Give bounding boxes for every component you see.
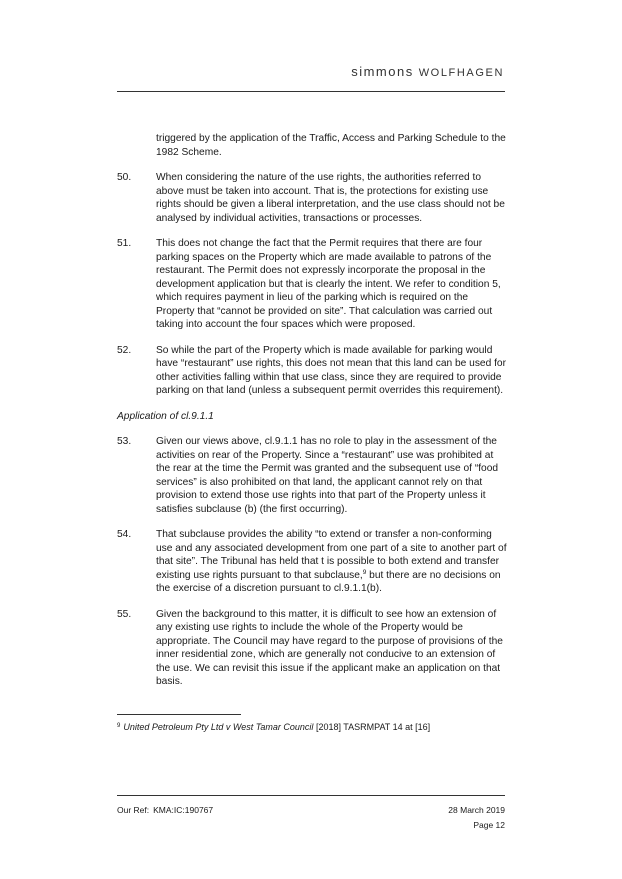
paragraph-52 bbox=[117, 344, 507, 398]
footer-date: 28 March 2019 bbox=[448, 805, 505, 815]
footnote-divider bbox=[117, 714, 241, 715]
paragraph-text: Given our views above, cl.9.1.1 has no role to play in the assessment of the activities on rear of the Property. Since a “restaurant” use was prohibited at the rear at the time the Permit was granted and the subsequent use of “food services” is also prohibited on that land, the applicant cannot rely on that provision to extend those use rights into that part of the Property unless it satisfies subclause (b) (the first occurring). bbox=[156, 436, 499, 515]
paragraph-number: 55. bbox=[117, 608, 132, 620]
paragraph-text-before: That subclause provides the ability “to extend or transfer a non-conforming use and any associated development from one part of a site to another part of that site”. The Tribunal has held that t is possible to both extend and transfer existing use rights pursuant to that subclause, bbox=[156, 529, 507, 581]
paragraph-number: 53. bbox=[117, 436, 132, 447]
footer-divider bbox=[117, 795, 505, 796]
paragraph-number: 51. bbox=[117, 238, 132, 249]
header-divider bbox=[117, 91, 505, 92]
paragraph-number: 54. bbox=[117, 529, 132, 540]
paragraph-number: 52. bbox=[117, 344, 132, 356]
paragraph-53 bbox=[117, 435, 507, 516]
continuation-paragraph: triggered by the application of the Traffic, Access and Parking Schedule to the 1982 Scheme. bbox=[156, 133, 506, 158]
paragraph-text: So while the part of the Property which is made available for parking would have “restaurant” use rights, this does not mean that this land can be used for other activities falling within that use class, since they are required to provide parking on that land (unless a subsequent permit overrides this requirement). bbox=[156, 344, 506, 396]
logo-second-word: WOLFHAGEN bbox=[418, 67, 504, 79]
paragraph-number: 50. bbox=[117, 172, 132, 183]
paragraph-54 bbox=[117, 528, 507, 596]
footnote bbox=[117, 721, 507, 733]
reference-value: KMA:IC:190767 bbox=[153, 805, 214, 815]
paragraph-55 bbox=[117, 608, 507, 689]
section-subheading: Application of cl.9.1.1 bbox=[117, 410, 214, 422]
footnote-reference[interactable]: 9 bbox=[362, 568, 367, 576]
body-text bbox=[117, 132, 507, 701]
footnote-citation: [2018] TASRMPAT 14 at [16] bbox=[313, 722, 431, 732]
reference-label: Our Ref: bbox=[117, 805, 150, 815]
footnote-number: 9 bbox=[117, 723, 121, 729]
footnote-case-name: United Petroleum Pty Ltd v West Tamar Council bbox=[123, 722, 314, 732]
page-number: Page 12 bbox=[473, 820, 505, 830]
paragraph-list bbox=[117, 171, 507, 398]
firm-logo bbox=[351, 64, 504, 79]
paragraph-text: When considering the nature of the use rights, the authorities referred to above must be taken into account. That is, the protections for existing use rights should be given a liberal interpretation, and the use class should not be analysed by individual activities, transactions or processes. bbox=[156, 172, 505, 224]
logo-first-word: simmons bbox=[351, 64, 414, 79]
paragraph-text: This does not change the fact that the Permit requires that there are four parking spaces on the Property which are made available to patrons of the restaurant. The Permit does not expressly incorporate the proposal in the development application but that is clearly the intent. We refer to condition 5, which requires payment in lieu of the parking which is required on the Property that “cannot be provided on site”. That calculation was carried out taking into account the four spaces which were proposed. bbox=[156, 238, 501, 330]
paragraph-50 bbox=[117, 171, 507, 225]
paragraph-text-after: but there are no decisions on the exercise of a discretion pursuant to cl.9.1.1(b). bbox=[156, 569, 501, 594]
paragraph-text bbox=[156, 528, 507, 596]
paragraph-51 bbox=[117, 237, 507, 332]
paragraph-text: Given the background to this matter, it is difficult to see how an extension of any existing use rights to include the whole of the Property would be appropriate. The Council may have regard to the purpose of provisions of the inner residential zone, which are generally not conducive to an extension of the use. We can revisit this issue if the applicant make an application on that basis. bbox=[156, 608, 503, 687]
footer-reference bbox=[117, 805, 213, 815]
